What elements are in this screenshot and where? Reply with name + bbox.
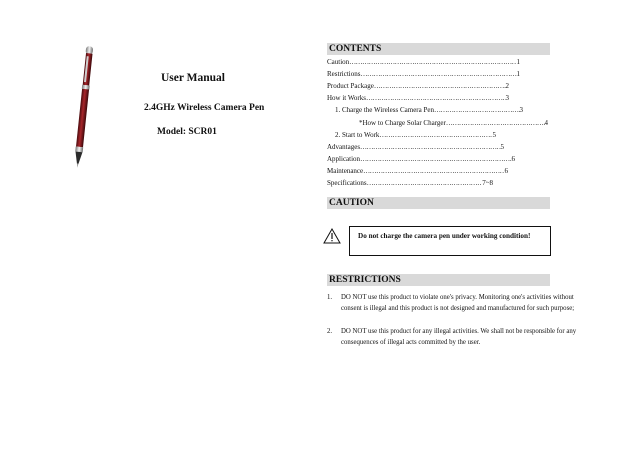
toc-leader-dots [434,105,520,115]
toc-entry-label: 1. Charge the Wireless Camera Pen [335,106,434,115]
contents-heading: CONTENTS [327,43,550,55]
toc-entry-label: Application [327,154,361,163]
toc-entry-page: 1 [516,58,520,66]
list-item-number: 1. [327,294,333,301]
list-item-number: 2. [327,328,333,335]
toc-entry [327,142,504,152]
toc-entry [335,105,523,115]
toc-entry-label: Specifications [327,179,367,187]
toc-entry [327,69,520,79]
toc-leader-dots [363,166,504,176]
toc-leader-dots [379,130,492,140]
manual-title: User Manual [161,72,225,84]
toc-entry-page: 5 [500,142,504,151]
toc-entry-label: *How to Charge Solar Charger [359,118,446,127]
toc-entry-page: 6 [511,154,515,163]
list-item: DO NOT use this product for any illegal activities. We shall not be responsible for any consequences of illegal acts committed by the user. [341,328,577,346]
toc-entry [327,166,508,176]
toc-leader-dots [360,154,511,164]
toc-entry-page: 4 [544,118,548,127]
toc-leader-dots [360,69,516,79]
toc-entry [327,178,493,188]
toc-entry-page: 2 [505,82,509,91]
toc-entry-label: Advantages [327,142,361,151]
toc-entry-label: Restrictions [327,70,361,79]
toc-entry [327,154,515,164]
toc-entry [327,57,520,67]
toc-leader-dots [367,178,483,188]
toc-leader-dots [366,93,506,103]
camera-pen-image [72,44,94,169]
toc-entry [327,81,509,91]
toc-entry-label: Product Package [327,82,374,91]
toc-leader-dots [360,142,500,152]
toc-entry-label: How it Works [327,94,366,103]
restrictions-heading: RESTRICTIONS [327,274,550,286]
toc-leader-dots [374,81,506,91]
caution-notice: Do not charge the camera pen under working condition! [349,226,551,256]
product-name: 2.4GHz Wireless Camera Pen [144,103,265,113]
toc-entry-page: 5 [492,130,496,139]
toc-entry-label: Caution [327,58,350,66]
toc-entry-page: 6 [504,166,508,175]
model-number: Model: SCR01 [157,127,217,137]
toc-leader-dots [446,118,545,128]
toc-entry-label: Maintenance [327,166,364,175]
toc-entry [327,93,509,103]
toc-entry [359,118,548,128]
toc-entry-page: 3 [519,106,523,115]
list-item: DO NOT use this product to violate one's privacy. Monitoring one's activities without consent is illegal and this product is not designed and manufactured for such purpose; [341,294,575,312]
toc-entry-label: 2. Start to Work [335,130,380,139]
caution-heading: CAUTION [327,197,550,209]
toc-entry-page: 1 [516,70,520,79]
toc-entry-page: 3 [505,94,509,103]
toc-entry-page: 7~8 [482,179,493,187]
warning-triangle-icon [323,228,341,244]
toc-leader-dots [349,57,516,67]
toc-entry [335,130,496,140]
